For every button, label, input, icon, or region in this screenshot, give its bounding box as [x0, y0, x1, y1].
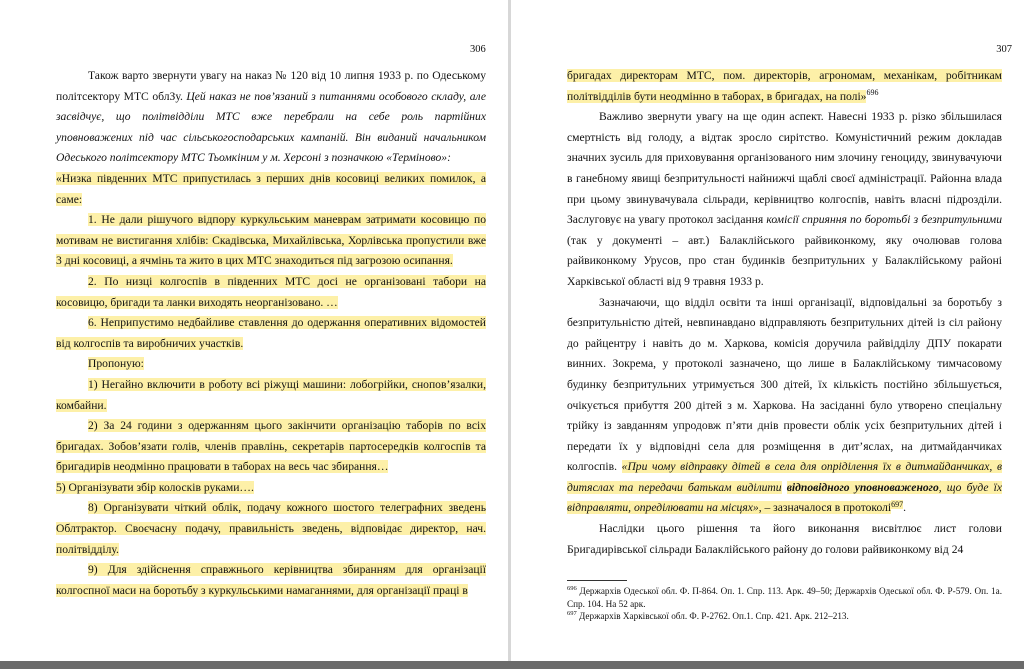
- text-run: Наслідки цього рішення та його виконання висвітлює лист голови Бригадирівської сільради Балаклійського району до голови райвиконкому від 24: [567, 522, 1002, 556]
- italic-text-run: Цей наказ не пов’язаний з питаннями особового складу, але засвідчує, що політвідділи МТС вже перебрали на себе роль партійних уповноважених під час сільськогосподарських кампаній. Він виданий начальником Одеського політсектору МТС Тьомкіним у м. Херсоні з позначкою «Терміново»:: [56, 89, 486, 165]
- highlighted-quote: , що буде їх відправляти, опреділювати на місцях»: [567, 480, 1003, 515]
- highlighted-quote: 2. По низці колгоспів в південних МТС досі не організовані табори на косовицю, бригади та ланки виходять неорганізовано. …: [56, 274, 486, 309]
- footnotes: [567, 580, 1002, 623]
- paragraph: [56, 498, 486, 560]
- highlighted-quote: 1. Не дали рішучого відпору куркульським маневрам затримати косовицю по мотивам не вистигання хлібів: Скадівська, Михайлівська, Хорлівська пропустили вже 3 дні косовиці, а ячмінь та жито в цих МТС знаходиться під загрозою осипання.: [56, 213, 486, 268]
- paragraph: [56, 375, 486, 416]
- highlighted-quote: 6. Неприпустимо недбайливе ставлення до одержання оперативних відомостей від колгоспів та виробничих участків.: [56, 316, 486, 350]
- paragraph: [56, 169, 486, 210]
- bold-italic-text-run: відповідного уповноваженого: [786, 480, 939, 494]
- highlighted-quote: бригадах директорам МТС, пом. директорів, агрономам, механікам, робітникам політвідділів бути неодмінно в таборах, в бригадах, на полі»: [567, 69, 1002, 103]
- highlighted-quote: , – зазначалося в протоколі: [758, 501, 892, 515]
- footnote-ref[interactable]: 697: [891, 499, 904, 509]
- highlighted-quote: «При чому відправку дітей в села для опріділення їх в дитмайданчиках, в дитяслах та передачи батькам виділити: [567, 460, 1002, 494]
- footnote-text: Держархів Харківської обл. Ф. Р-2762. Оп.1. Спр. 421. Арк. 212–213.: [579, 611, 849, 621]
- footnote-ref[interactable]: 696: [866, 87, 879, 97]
- italic-text-run: комісії сприяння по боротьбі з безпритульними: [766, 213, 1002, 227]
- paragraph: [56, 416, 486, 478]
- page-body: [56, 66, 486, 601]
- left-page: [0, 0, 508, 661]
- highlighted-quote: 8) Організувати чіткий облік, подачу кожного шостого телеграфних зведень Облтрактор. Своєчасну подачу, правильність зведень, відповідає директор, нач. політвідділу.: [56, 501, 486, 556]
- text-run: (так у документі – авт.) Балаклійського райвиконкому, яку очолював голова райвиконкому Урусов, про стан будинків безпритульних у Балаклійському районі Харківської області від 9 травня 1933 р.: [567, 233, 1002, 288]
- viewer-bottom-bar: [0, 661, 1024, 669]
- paragraph: Зазначаючи, що відділ освіти та інші організації, відповідальні за боротьбу з безпритульністю дітей, невпинавдано відправляють безпритульних дітей із сіл району до райцентру і навіть до м. Харкова, комісія доручила райвідділу ДПУ покарати винних. Зокрема, у протоколі зазначено, що лише в Балаклійському тимчасовому будинку безпритульних утримується 300 дітей, їх кількість постійно збільшується, очікується прибуття 200 дітей з м. Харкова. На засіданні було утворено спеціальну трійку із завданням упродовж п’яти днів провести облік усіх безпритульних дітей і передати їх у відповідні села для розміщення в дит’яслах, на дитмайданчиках колгоспів. «При чому відправку дітей в села для опріділення їх в дитмайданчиках, в дитяслах та передачи батькам виділити відповідного уповноваженого, що буде їх відправляти, опреділювати на місцях», – зазначалося в протоколі$^{697}$.: [567, 295, 1003, 515]
- footnote-text: Держархів Одеської обл. Ф. П-864. Оп. 1. Спр. 113. Арк. 49–50; Держархів Одеської обл. Ф. Р-579. Оп. 1а. Спр. 104. На 52 арк.: [567, 586, 1002, 609]
- footnote-mark: 696: [567, 584, 577, 592]
- paragraph: [56, 313, 486, 354]
- highlighted-quote: 2) За 24 години з одержанням цього закінчити організацію таборів по всіх бригадах. Зобов’язати голів, членів правлінь, секретарів партосередків колгоспів та бригадирів неодмінно працювати в таборах на весь час збирання…: [56, 419, 486, 474]
- text-run: Зазначаючи, що відділ освіти та інші організації, відповідальні за боротьбу з безпритульністю дітей, невпинавдано відправляють безпритульних дітей із сіл району до райцентру і навіть до м. Харкова, комісія доручила райвідділу ДПУ покарати винних. Зокрема, у протоколі зазначено, що лише в Балаклійському тимчасовому будинку безпритульних утримується 300 дітей, їх кількість постійно збільшується, очікується прибуття 200 дітей з м. Харкова. На засіданні було утворено спеціальну трійку із завданням упродовж п’яти днів провести облік усіх безпритульних дітей і передати їх у відповідні села для розміщення в дит’яслах, на дитмайданчиках колгоспів.: [567, 295, 1002, 474]
- paragraph: [56, 354, 486, 375]
- paragraph: [56, 210, 486, 272]
- highlighted-quote: 1) Негайно включити в роботу всі ріжущі машини: лобогрійки, снопов’язалки, комбайни.: [56, 377, 486, 412]
- text-run: Важливо звернути увагу на ще один аспект. Навесні 1933 р. різко збільшилася смертність від голоду, а відтак зросло сирітство. Комуністичний режим докладав значних зусиль для приховування організованого ним злочину геноциду, звинувачуючи в ганебному явищі безпритульності найнижчі щаблі своєї адміністрації. Районна влада при цьому звинувачувала сільради, керівництво колгоспів, навіть власні підрозділи. Заслуговує на увагу протокол засідання: [567, 110, 1002, 227]
- paragraph: [56, 478, 486, 499]
- highlighted-quote: «Низка південних МТС припустилась з перших днів косовиці великих помилок, а саме:: [56, 171, 486, 206]
- right-page: [511, 0, 1024, 661]
- footnote: [567, 585, 1002, 610]
- footnote-mark: 697: [567, 609, 577, 617]
- page-number: 307: [996, 44, 1012, 55]
- footnote-divider: [567, 580, 627, 581]
- paragraph: [567, 66, 1002, 107]
- highlighted-quote: 5) Організувати збір колосків руками….: [56, 480, 254, 494]
- page-number: 306: [470, 44, 486, 55]
- paragraph: [56, 66, 486, 169]
- footnote: [567, 610, 1002, 623]
- text-run: Також варто звернути увагу на наказ № 120 від 10 липня 1933 р. по Одеському політсектору МТС облЗу.: [56, 69, 486, 103]
- paragraph: [567, 519, 1002, 560]
- highlighted-quote: Пропоную:: [88, 357, 144, 371]
- paragraph: [56, 560, 486, 601]
- page-body: [567, 66, 1002, 560]
- paragraph: [567, 107, 1002, 292]
- paragraph: [56, 272, 486, 313]
- highlighted-quote: 9) Для здійснення справжнього керівництва збиранням для організації колгоспної маси на боротьбу з куркульськими намаганнями, для організації праці в: [56, 563, 486, 597]
